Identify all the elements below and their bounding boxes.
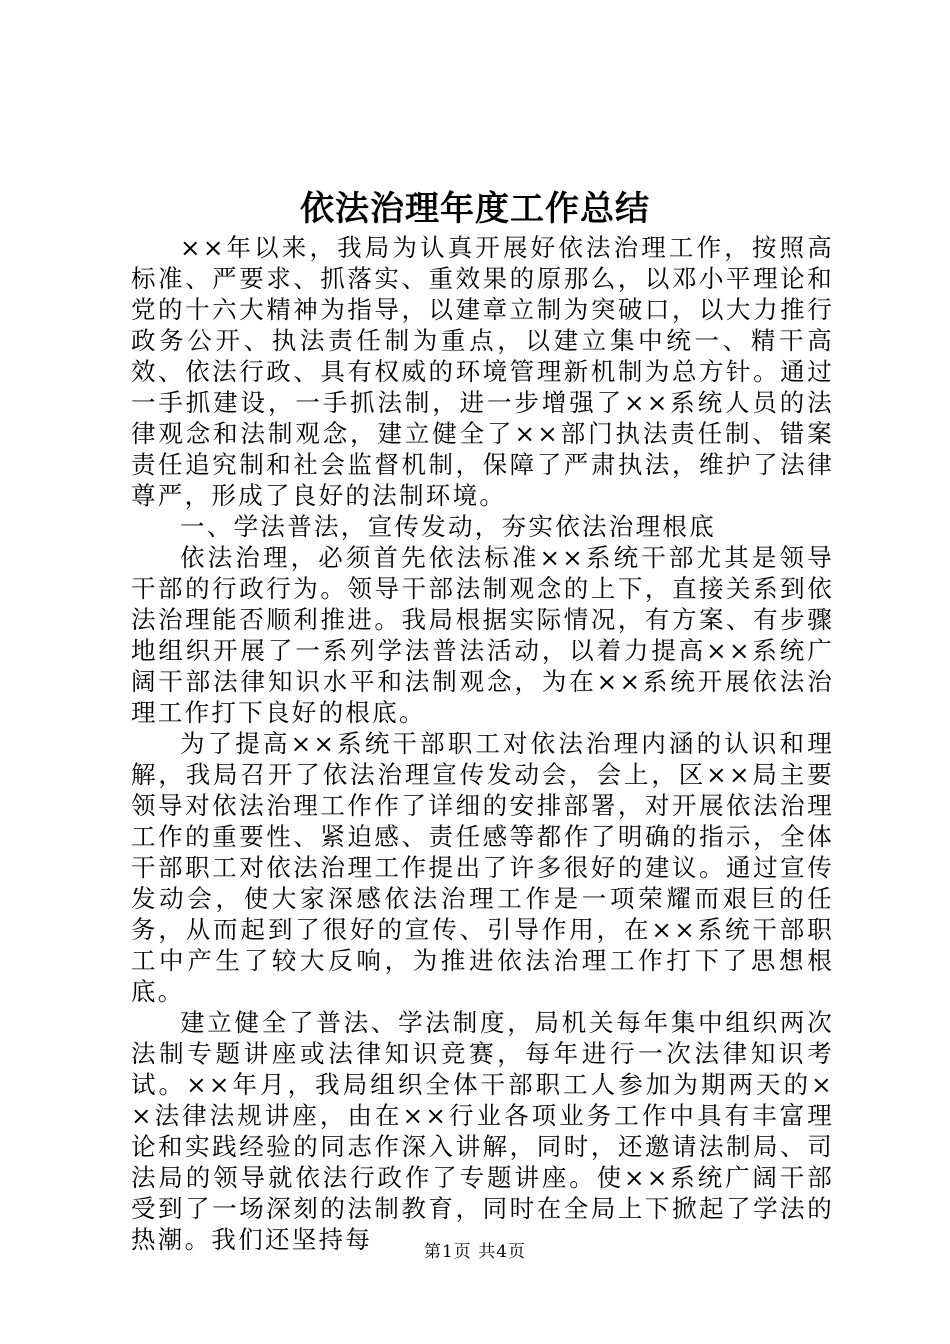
paragraph-intro: ××年以来，我局为认真开展好依法治理工作，按照高标准、严要求、抓落实、重效果的原那么，以邓小平理论和党的十六大精神为指导，以建章立制为突破口，以大力推行政务公开、执法责任制为重点，以建立集中统一、精干高效、依法行政、具有权威的环境管理新机制为总方针。通过一手抓建设，一手抓法制，进一步增强了××系统人员的法律观念和法制观念，建立健全了××部门执法责任制、错案责任追究制和社会监督机制，保障了严肃执法，维护了法律尊严，形成了良好的法制环境。 [131,233,834,510]
paragraph-section-1a: 依法治理，必须首先依法标准××系统干部尤其是领导干部的行政行为。领导干部法制观念的上下，直接关系到依法治理能否顺利推进。我局根据实际情况，有方案、有步骤地组织开展了一系列学法普法活动，以着力提高××系统广阔干部法律知识水平和法制观念，为在××系统开展依法治理工作打下良好的根底。 [131,543,834,727]
document-title: 依法治理年度工作总结 [300,189,650,229]
section-heading-1: 一、学法普法，宣传发动，夯实依法治理根底 [180,512,716,541]
document-body [131,232,834,1255]
paragraph-section-1b: 为了提高××系统干部职工对依法治理内涵的认识和理解，我局召开了依法治理宣传发动会，会上，区××局主要领导对依法治理工作作了详细的安排部署，对开展依法治理工作的重要性、紧迫感、责任感等都作了明确的指示，全体干部职工对依法治理工作提出了许多很好的建议。通过宣传发动会，使大家深感依法治理工作是一项荣耀而艰巨的任务，从而起到了很好的宣传、引导作用，在××系统干部职工中产生了较大反响，为推进依法治理工作打下了思想根底。 [131,729,834,1006]
paragraph-section-1c: 建立健全了普法、学法制度，局机关每年集中组织两次法制专题讲座或法律知识竞赛，每年进行一次法律知识考试。××年月，我局组织全体干部职工人参加为期两天的××法律法规讲座，由在××行业各项业务工作中具有丰富理论和实践经验的同志作深入讲解，同时，还邀请法制局、司法局的领导就依法行政作了专题讲座。使××系统广阔干部受到了一场深刻的法制教育，同时在全局上下掀起了学法的热潮。我们还坚持每 [131,1008,834,1254]
page-footer: 第1页 共4页 [423,1242,527,1262]
